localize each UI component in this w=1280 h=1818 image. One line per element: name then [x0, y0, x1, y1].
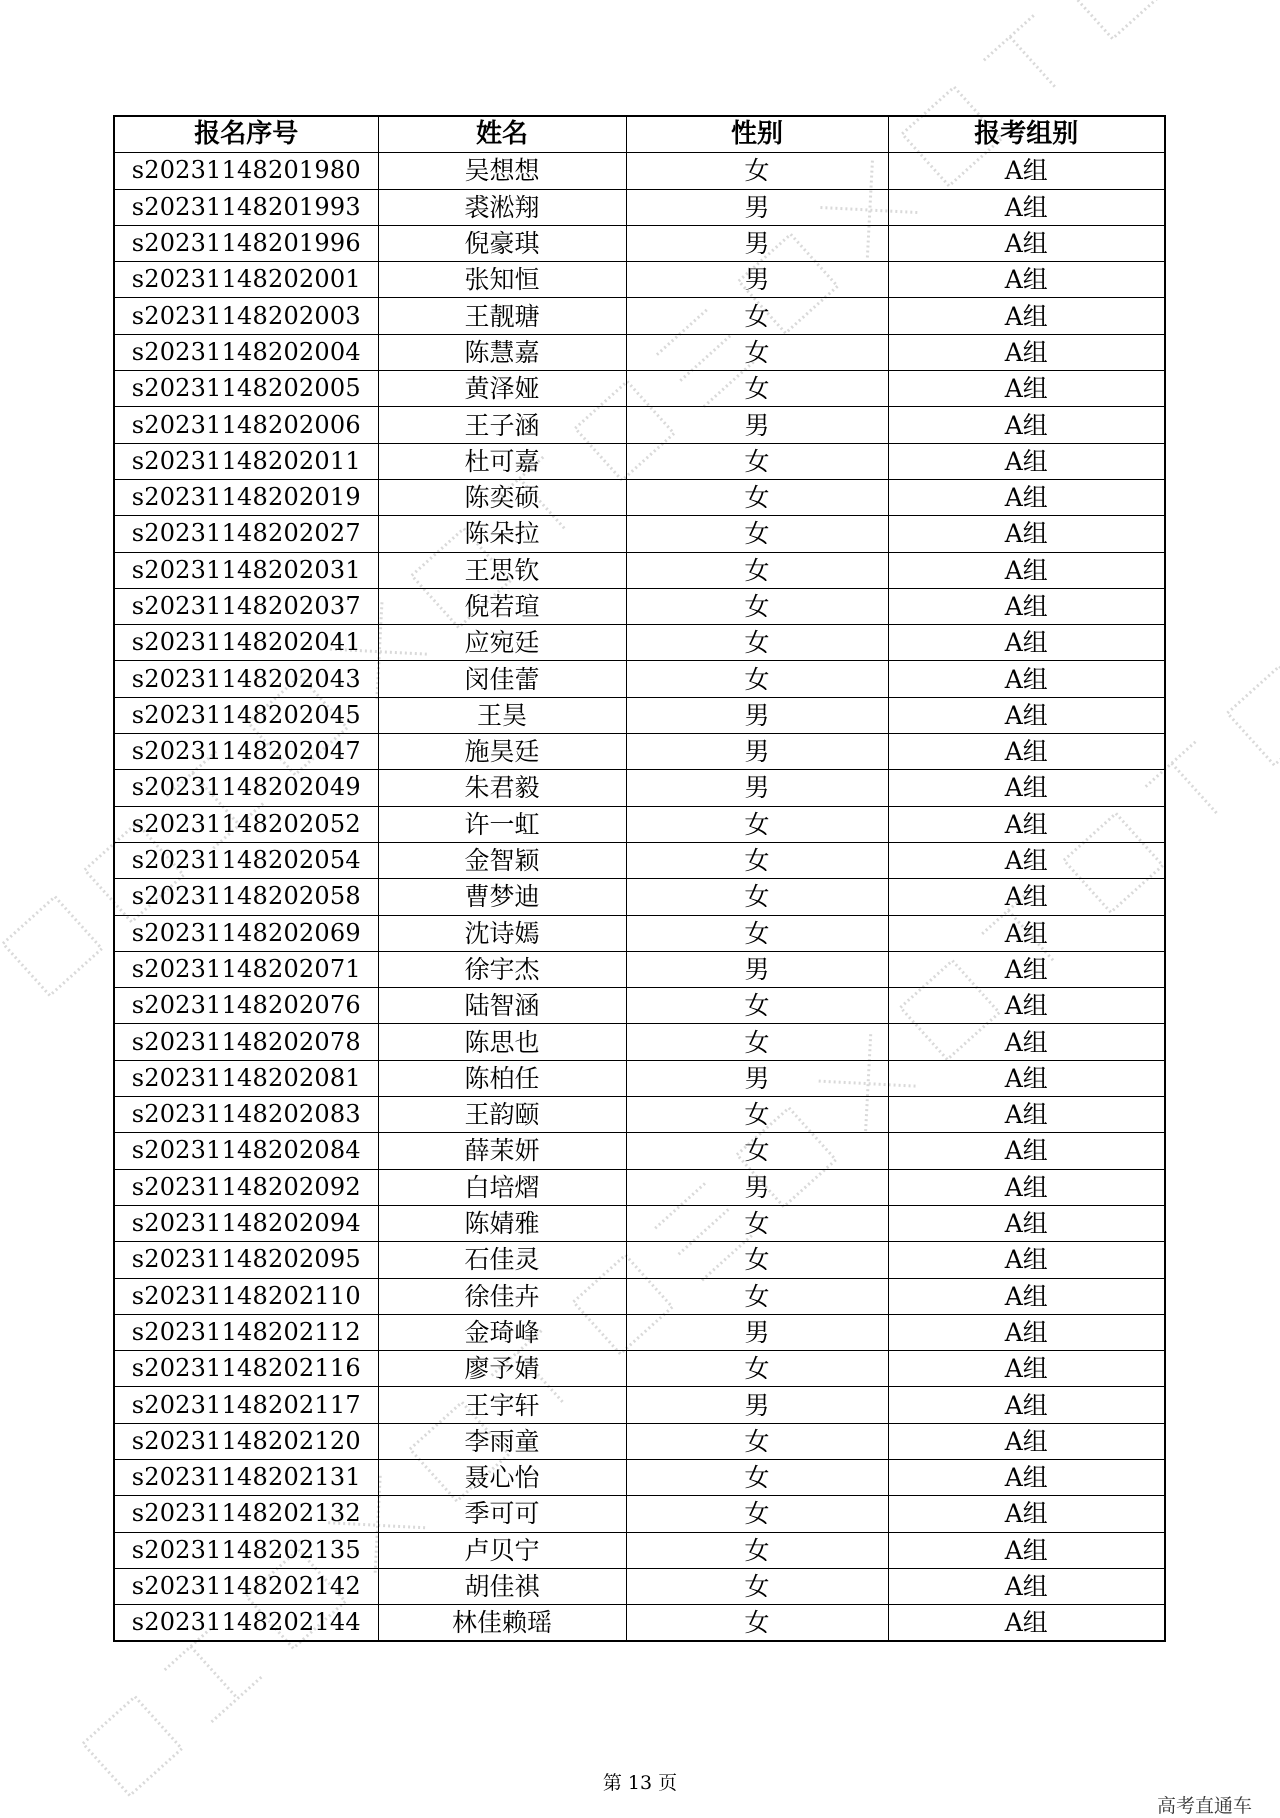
- cell-name: 李雨童: [378, 1423, 626, 1459]
- cell-name: 陈婧雅: [378, 1205, 626, 1241]
- cell-group: A组: [888, 1024, 1165, 1060]
- cell-gender: 男: [626, 1314, 888, 1350]
- cell-gender: 女: [626, 625, 888, 661]
- cell-group: A组: [888, 625, 1165, 661]
- cell-registration-number: s20231148202031: [114, 552, 378, 588]
- table-row: [114, 625, 1165, 661]
- cell-group: A组: [888, 1387, 1165, 1423]
- header-name: 姓名: [378, 116, 626, 153]
- cell-group: A组: [888, 988, 1165, 1024]
- cell-registration-number: s20231148202069: [114, 915, 378, 951]
- cell-gender: 男: [626, 407, 888, 443]
- cell-gender: 女: [626, 1024, 888, 1060]
- cell-name: 裘淞翔: [378, 189, 626, 225]
- cell-name: 王思钦: [378, 552, 626, 588]
- table-row: [114, 516, 1165, 552]
- cell-gender: 女: [626, 1205, 888, 1241]
- cell-gender: 女: [626, 1278, 888, 1314]
- cell-gender: 男: [626, 734, 888, 770]
- cell-registration-number: s20231148202004: [114, 334, 378, 370]
- cell-gender: 女: [626, 371, 888, 407]
- cell-group: A组: [888, 1605, 1165, 1642]
- cell-name: 王昊: [378, 697, 626, 733]
- cell-name: 季可可: [378, 1496, 626, 1532]
- cell-registration-number: s20231148202116: [114, 1351, 378, 1387]
- cell-name: 徐宇杰: [378, 951, 626, 987]
- cell-registration-number: s20231148202019: [114, 479, 378, 515]
- table-row: [114, 552, 1165, 588]
- cell-group: A组: [888, 1242, 1165, 1278]
- cell-group: A组: [888, 479, 1165, 515]
- cell-registration-number: s20231148201996: [114, 225, 378, 261]
- table-row: [114, 1097, 1165, 1133]
- cell-group: A组: [888, 262, 1165, 298]
- cell-name: 王韵颐: [378, 1097, 626, 1133]
- cell-group: A组: [888, 734, 1165, 770]
- cell-group: A组: [888, 334, 1165, 370]
- table-row: [114, 770, 1165, 806]
- cell-group: A组: [888, 661, 1165, 697]
- cell-gender: 女: [626, 1532, 888, 1568]
- cell-name: 许一虹: [378, 806, 626, 842]
- cell-name: 应宛廷: [378, 625, 626, 661]
- table-row: [114, 1169, 1165, 1205]
- cell-name: 陈柏任: [378, 1060, 626, 1096]
- cell-name: 王靓瑭: [378, 298, 626, 334]
- cell-group: A组: [888, 697, 1165, 733]
- cell-name: 黄泽娅: [378, 371, 626, 407]
- table-header-row: [114, 116, 1165, 153]
- cell-name: 陈思也: [378, 1024, 626, 1060]
- cell-registration-number: s20231148202092: [114, 1169, 378, 1205]
- cell-group: A组: [888, 1423, 1165, 1459]
- cell-gender: 女: [626, 479, 888, 515]
- cell-registration-number: s20231148201993: [114, 189, 378, 225]
- cell-group: A组: [888, 1459, 1165, 1495]
- cell-registration-number: s20231148202027: [114, 516, 378, 552]
- cell-gender: 女: [626, 988, 888, 1024]
- cell-group: A组: [888, 1568, 1165, 1604]
- cell-gender: 男: [626, 770, 888, 806]
- cell-name: 陈奕硕: [378, 479, 626, 515]
- cell-registration-number: s20231148202081: [114, 1060, 378, 1096]
- cell-group: A组: [888, 516, 1165, 552]
- cell-gender: 女: [626, 806, 888, 842]
- cell-gender: 女: [626, 1242, 888, 1278]
- cell-registration-number: s20231148202083: [114, 1097, 378, 1133]
- cell-name: 胡佳祺: [378, 1568, 626, 1604]
- cell-name: 张知恒: [378, 262, 626, 298]
- table-row: [114, 1459, 1165, 1495]
- table-row: [114, 842, 1165, 878]
- cell-gender: 男: [626, 262, 888, 298]
- roster-table: [113, 115, 1166, 1642]
- cell-group: A组: [888, 443, 1165, 479]
- cell-group: A组: [888, 1314, 1165, 1350]
- cell-registration-number: s20231148202041: [114, 625, 378, 661]
- cell-name: 吴想想: [378, 153, 626, 189]
- table-row: [114, 697, 1165, 733]
- cell-gender: 男: [626, 1169, 888, 1205]
- cell-name: 聂心怡: [378, 1459, 626, 1495]
- table-row: [114, 661, 1165, 697]
- cell-group: A组: [888, 407, 1165, 443]
- cell-group: A组: [888, 1351, 1165, 1387]
- cell-name: 朱君毅: [378, 770, 626, 806]
- cell-gender: 女: [626, 661, 888, 697]
- cell-group: A组: [888, 1097, 1165, 1133]
- table-row: [114, 879, 1165, 915]
- table-row: [114, 298, 1165, 334]
- cell-registration-number: s20231148201980: [114, 153, 378, 189]
- table-row: [114, 1351, 1165, 1387]
- brand-label: 高考直通车: [1156, 1795, 1252, 1817]
- cell-gender: 女: [626, 1133, 888, 1169]
- table-row: [114, 806, 1165, 842]
- cell-group: A组: [888, 915, 1165, 951]
- cell-registration-number: s20231148202132: [114, 1496, 378, 1532]
- table-row: [114, 1024, 1165, 1060]
- table-row: [114, 262, 1165, 298]
- cell-gender: 女: [626, 1423, 888, 1459]
- cell-registration-number: s20231148202047: [114, 734, 378, 770]
- cell-gender: 女: [626, 1097, 888, 1133]
- cell-gender: 男: [626, 697, 888, 733]
- cell-registration-number: s20231148202043: [114, 661, 378, 697]
- cell-name: 施昊廷: [378, 734, 626, 770]
- cell-gender: 女: [626, 1459, 888, 1495]
- cell-name: 石佳灵: [378, 1242, 626, 1278]
- cell-group: A组: [888, 298, 1165, 334]
- table-row: [114, 734, 1165, 770]
- cell-registration-number: s20231148202110: [114, 1278, 378, 1314]
- cell-group: A组: [888, 806, 1165, 842]
- table-row: [114, 951, 1165, 987]
- cell-registration-number: s20231148202058: [114, 879, 378, 915]
- cell-gender: 女: [626, 443, 888, 479]
- table-row: [114, 988, 1165, 1024]
- cell-name: 王子涵: [378, 407, 626, 443]
- cell-name: 金智颖: [378, 842, 626, 878]
- cell-gender: 女: [626, 552, 888, 588]
- table-body: [114, 153, 1165, 1642]
- table-row: [114, 1060, 1165, 1096]
- table-row: [114, 407, 1165, 443]
- cell-gender: 男: [626, 225, 888, 261]
- cell-group: A组: [888, 1278, 1165, 1314]
- cell-name: 王宇轩: [378, 1387, 626, 1423]
- cell-registration-number: s20231148202142: [114, 1568, 378, 1604]
- cell-gender: 女: [626, 153, 888, 189]
- page-number: 第 13 页: [602, 1772, 678, 1794]
- cell-group: A组: [888, 1496, 1165, 1532]
- table-row: [114, 1387, 1165, 1423]
- cell-gender: 女: [626, 516, 888, 552]
- cell-name: 林佳赖瑶: [378, 1605, 626, 1642]
- cell-registration-number: s20231148202120: [114, 1423, 378, 1459]
- cell-name: 金琦峰: [378, 1314, 626, 1350]
- cell-registration-number: s20231148202006: [114, 407, 378, 443]
- cell-gender: 女: [626, 334, 888, 370]
- table-row: [114, 153, 1165, 189]
- cell-registration-number: s20231148202144: [114, 1605, 378, 1642]
- cell-name: 徐佳卉: [378, 1278, 626, 1314]
- cell-registration-number: s20231148202131: [114, 1459, 378, 1495]
- cell-registration-number: s20231148202003: [114, 298, 378, 334]
- cell-group: A组: [888, 879, 1165, 915]
- cell-group: A组: [888, 225, 1165, 261]
- cell-registration-number: s20231148202095: [114, 1242, 378, 1278]
- cell-group: A组: [888, 951, 1165, 987]
- cell-gender: 男: [626, 1060, 888, 1096]
- cell-registration-number: s20231148202005: [114, 371, 378, 407]
- cell-name: 闵佳蕾: [378, 661, 626, 697]
- table-row: [114, 1133, 1165, 1169]
- table-row: [114, 1568, 1165, 1604]
- cell-registration-number: s20231148202078: [114, 1024, 378, 1060]
- cell-group: A组: [888, 552, 1165, 588]
- cell-gender: 男: [626, 951, 888, 987]
- cell-gender: 女: [626, 1351, 888, 1387]
- cell-gender: 女: [626, 1568, 888, 1604]
- roster-table-container: [113, 115, 1164, 1642]
- cell-gender: 女: [626, 879, 888, 915]
- cell-registration-number: s20231148202037: [114, 588, 378, 624]
- cell-group: A组: [888, 588, 1165, 624]
- table-row: [114, 225, 1165, 261]
- cell-registration-number: s20231148202054: [114, 842, 378, 878]
- cell-name: 陈慧嘉: [378, 334, 626, 370]
- cell-group: A组: [888, 189, 1165, 225]
- table-row: [114, 1532, 1165, 1568]
- cell-group: A组: [888, 1060, 1165, 1096]
- cell-gender: 女: [626, 915, 888, 951]
- cell-registration-number: s20231148202094: [114, 1205, 378, 1241]
- cell-registration-number: s20231148202112: [114, 1314, 378, 1350]
- table-row: [114, 1423, 1165, 1459]
- table-row: [114, 1314, 1165, 1350]
- cell-name: 杜可嘉: [378, 443, 626, 479]
- cell-gender: 女: [626, 588, 888, 624]
- cell-group: A组: [888, 770, 1165, 806]
- table-row: [114, 588, 1165, 624]
- cell-registration-number: s20231148202045: [114, 697, 378, 733]
- header-gender: 性别: [626, 116, 888, 153]
- cell-group: A组: [888, 371, 1165, 407]
- cell-group: A组: [888, 1205, 1165, 1241]
- table-row: [114, 1278, 1165, 1314]
- table-row: [114, 1205, 1165, 1241]
- table-row: [114, 334, 1165, 370]
- cell-name: 白培熠: [378, 1169, 626, 1205]
- header-group: 报考组别: [888, 116, 1165, 153]
- cell-group: A组: [888, 1532, 1165, 1568]
- table-row: [114, 371, 1165, 407]
- cell-gender: 男: [626, 189, 888, 225]
- cell-name: 陈朵拉: [378, 516, 626, 552]
- cell-registration-number: s20231148202076: [114, 988, 378, 1024]
- cell-group: A组: [888, 1133, 1165, 1169]
- table-row: [114, 479, 1165, 515]
- cell-name: 倪豪琪: [378, 225, 626, 261]
- cell-group: A组: [888, 1169, 1165, 1205]
- cell-name: 倪若瑄: [378, 588, 626, 624]
- cell-registration-number: s20231148202071: [114, 951, 378, 987]
- cell-name: 廖予婧: [378, 1351, 626, 1387]
- cell-gender: 男: [626, 1387, 888, 1423]
- cell-name: 陆智涵: [378, 988, 626, 1024]
- cell-registration-number: s20231148202052: [114, 806, 378, 842]
- cell-name: 沈诗嫣: [378, 915, 626, 951]
- cell-registration-number: s20231148202011: [114, 443, 378, 479]
- table-row: [114, 443, 1165, 479]
- cell-name: 卢贝宁: [378, 1532, 626, 1568]
- table-row: [114, 189, 1165, 225]
- cell-gender: 女: [626, 298, 888, 334]
- cell-group: A组: [888, 842, 1165, 878]
- cell-registration-number: s20231148202135: [114, 1532, 378, 1568]
- cell-name: 薛茉妍: [378, 1133, 626, 1169]
- cell-group: A组: [888, 153, 1165, 189]
- table-row: [114, 915, 1165, 951]
- cell-gender: 女: [626, 842, 888, 878]
- table-row: [114, 1605, 1165, 1642]
- cell-gender: 女: [626, 1605, 888, 1642]
- cell-registration-number: s20231148202084: [114, 1133, 378, 1169]
- cell-name: 曹梦迪: [378, 879, 626, 915]
- cell-gender: 女: [626, 1496, 888, 1532]
- cell-registration-number: s20231148202049: [114, 770, 378, 806]
- table-row: [114, 1496, 1165, 1532]
- cell-registration-number: s20231148202001: [114, 262, 378, 298]
- table-row: [114, 1242, 1165, 1278]
- header-registration-number: 报名序号: [114, 116, 378, 153]
- cell-registration-number: s20231148202117: [114, 1387, 378, 1423]
